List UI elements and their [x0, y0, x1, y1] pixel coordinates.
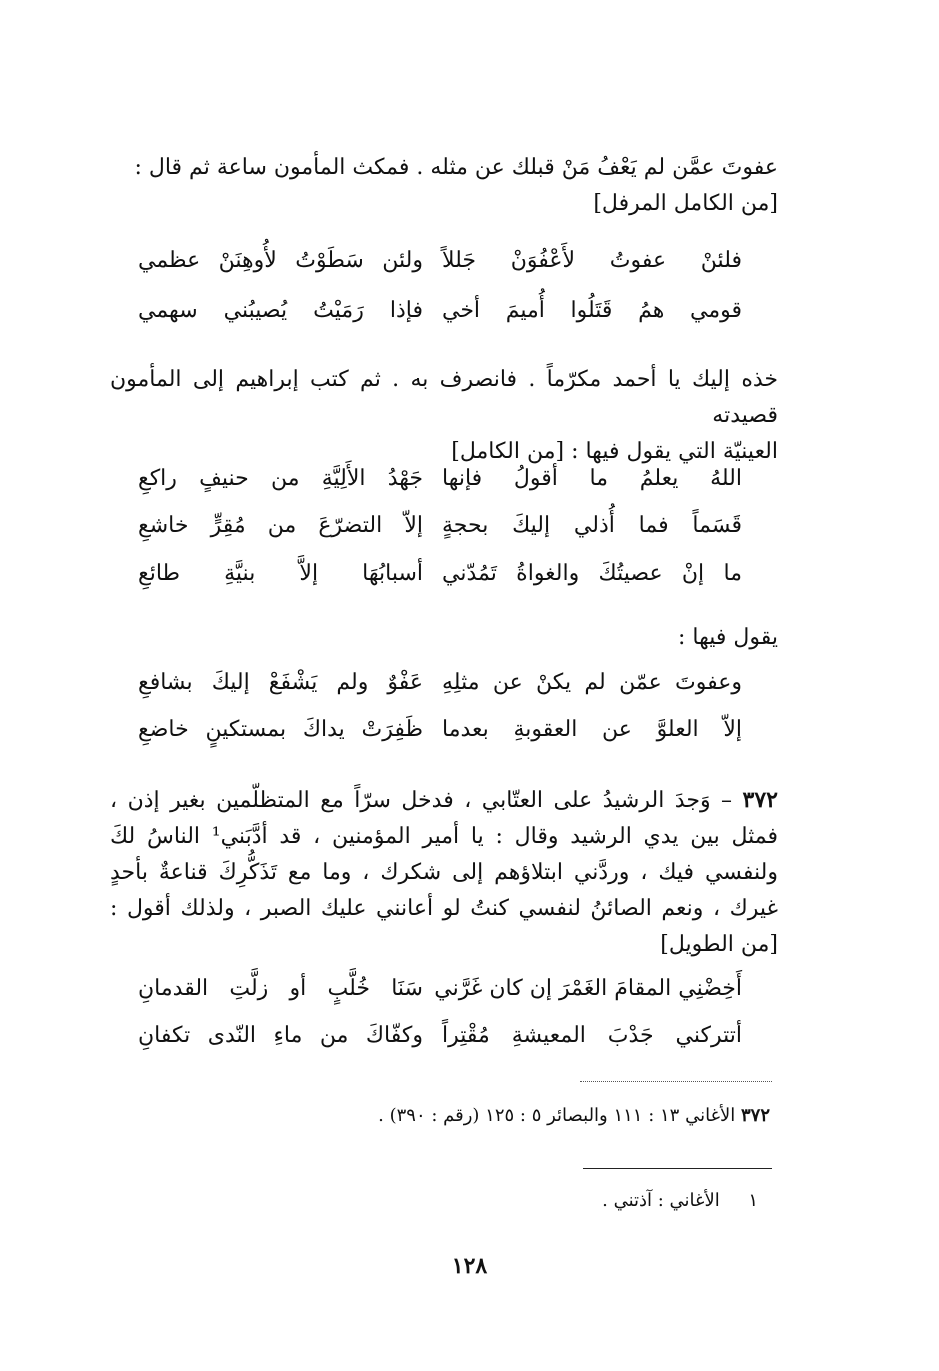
reference-number: ٣٧٢	[740, 1105, 770, 1126]
page-number: ١٢٨	[451, 1253, 488, 1279]
verse-first-hemistich: قَسَماً فما أُذلي إليكَ بحجةٍ	[442, 513, 742, 538]
prose-line: خذه إليك يا أحمد مكرّماً . فانصرف به . ثم كتب إبراهيم إلى المأمون قصيدته	[110, 367, 778, 428]
entry-number: ٣٧٢	[742, 787, 778, 813]
verse-first-hemistich: اللهُ يعلمُ ما أقولُ فإنها	[442, 466, 742, 491]
prose-block-4	[110, 782, 778, 963]
verse-second-hemistich: أسبابُهَا إلاَّ بنيَّةِ طائعِ	[138, 561, 423, 586]
verse-second-hemistich: عَفْوٌ ولم يَشْفَعْ إليكَ بشافعِ	[138, 670, 423, 695]
prose-line: عفوتَ عمَّن لم يَعْفُ مَنْ قبلك عن مثله . فمكث المأمون ساعة ثم قال :	[134, 155, 778, 180]
verse-second-hemistich: وكفّاكَ من ماءِ النّدى تكفانِ	[138, 1023, 423, 1048]
verse-line	[138, 238, 742, 284]
notes-divider-dotted	[580, 1081, 772, 1082]
prose-line: يقول فيها :	[678, 625, 778, 650]
source-reference	[300, 1101, 770, 1131]
footnote-marker: ١	[748, 1190, 758, 1211]
verse-first-hemistich: قومي همُ قَتَلُوا أُميمَ أخي	[442, 298, 742, 323]
verse-line	[138, 288, 742, 334]
verse-line	[138, 503, 742, 549]
reference-text: الأغاني ١٣ : ١١١ والبصائر ٥ : ١٢٥ (رقم : ٣٩٠) .	[378, 1105, 736, 1126]
verse-first-hemistich: أَخِضْنِي المقامَ الغَمْرَ إن كان غَرَّني	[434, 976, 742, 1001]
verse-second-hemistich: ظَفِرَتْ يداكَ بمستكينٍ خاضعِ	[138, 717, 423, 742]
footnote-text: الأغاني : آذتني .	[602, 1190, 720, 1211]
verse-second-hemistich: جَهْدُ الأَلِيَّةِ من حنيفٍ راكعِ	[138, 466, 423, 491]
footnote-divider	[583, 1168, 772, 1169]
verse-first-hemistich: ما إنْ عصيتُكَ والغواةُ تَمُدّني	[442, 561, 742, 586]
meter-label: [من الكامل المرفل]	[593, 191, 778, 216]
verse-line	[138, 707, 742, 753]
verse-second-hemistich: سَنَا خُلَّبٍ أو زلَّتِ القدمانِ	[138, 976, 423, 1001]
verse-first-hemistich: إلاّ العلوَّ عن العقوبةِ بعدما	[442, 717, 742, 742]
prose-paragraph	[110, 782, 778, 963]
prose-block-1	[110, 150, 778, 222]
verse-first-hemistich: وعفوتَ عمّن لم يكنْ عن مثلِهِ	[442, 670, 742, 695]
verse-line	[138, 660, 742, 706]
verse-first-hemistich: أتتركني جَدْبَ المعيشةِ مُقْتِراً	[442, 1023, 742, 1048]
verse-second-hemistich: فإذا رَمَيْتُ يُصيبُني سهمي	[138, 298, 423, 323]
prose-line: العينيّة التي يقول فيها : [من الكامل]	[451, 439, 778, 464]
verse-second-hemistich: ولئن سَطَوْتُ لأُوهِنَنْ عظمي	[138, 248, 423, 273]
verse-second-hemistich: إلاّ التضرّعَ من مُقِرٍّ خاشعِ	[138, 513, 423, 538]
prose-block-2	[110, 362, 778, 470]
verse-line	[138, 551, 742, 597]
prose-block-3	[110, 620, 778, 656]
verse-first-hemistich: فلئنْ عفوتُ لأَعْفُوَنْ جَللاً	[442, 248, 742, 273]
verse-line	[138, 456, 742, 502]
verse-line	[138, 1013, 742, 1059]
footnote	[400, 1186, 758, 1216]
verse-line	[138, 966, 742, 1012]
entry-text: – وَجدَ الرشيدُ على العتّابي ، فدخل سرّاً مع المتظلّمين بغير إذن ، فمثل بين يدي الرشيد وقال : يا أمير المؤمنين ، قد أدَّبَني¹ الناسُ لكَ ولنفسي فيك ، وردَّني ابتلاؤهم إلى شكرك ، وما مع تَذَكُّرِكَ قناعةٌ بأحدٍ غيرك ، ونعم الصائنُ لنفسي كنتُ لو أعانني عليك الصبر ، ولذلك أقول : [من الطويل]	[110, 788, 778, 957]
